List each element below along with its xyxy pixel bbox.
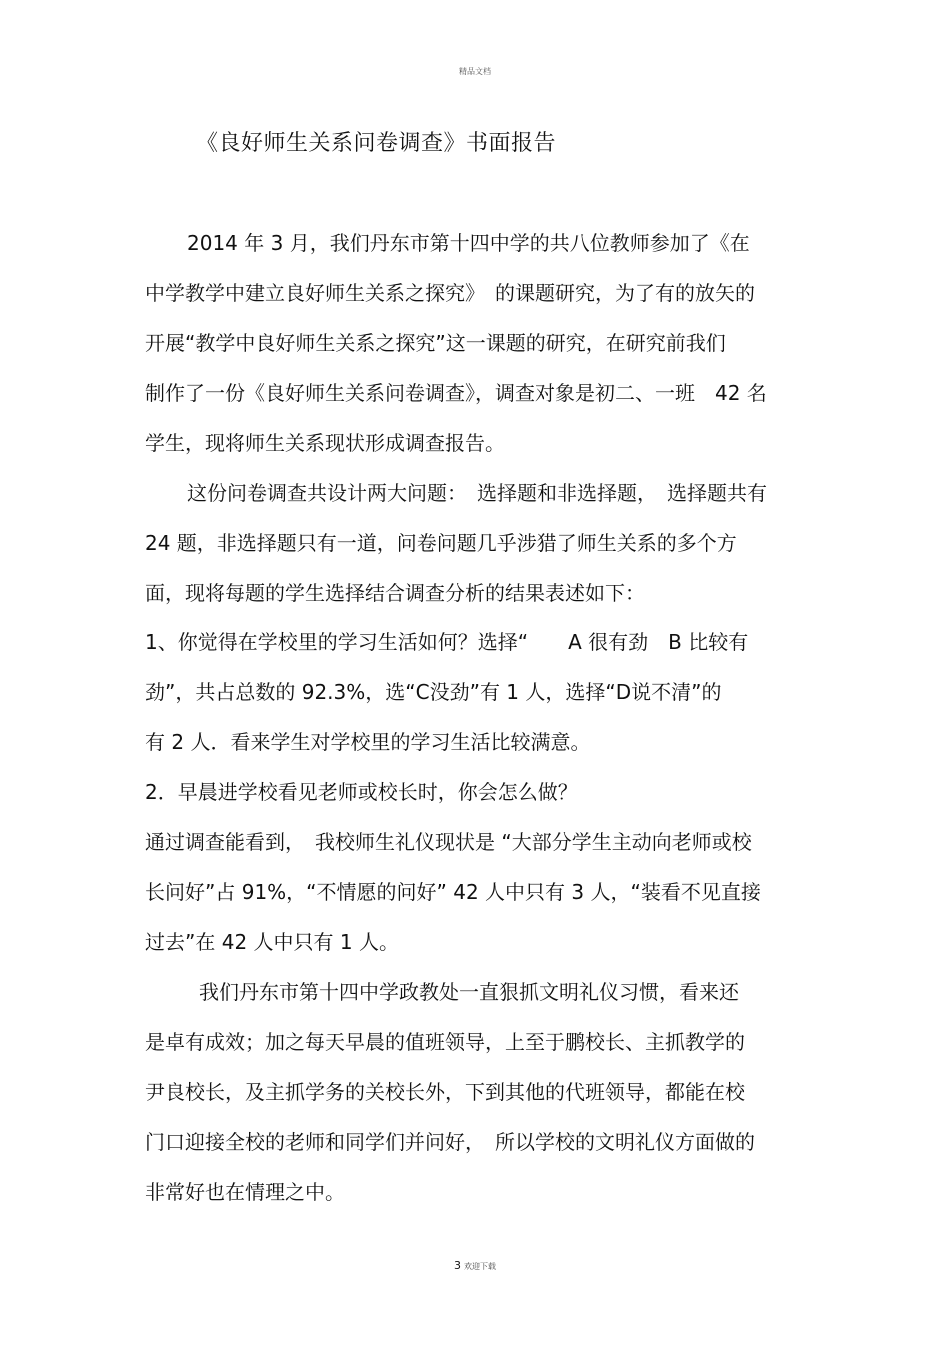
question-1-line: 劲”，共占总数的 92.3%，选“C没劲”有 1 人，选择“D说不清”的 — [145, 680, 722, 704]
body-line: 是卓有成效；加之每天早晨的值班领导，上至于鹏校长、主抓教学的 — [145, 1030, 745, 1054]
body-line: 24 题，非选择题只有一道，问卷问题几乎涉猎了师生关系的多个方 — [145, 531, 737, 555]
body-line: 门口迎接全校的老师和同学们并问好， 所以学校的文明礼仪方面做的 — [145, 1130, 755, 1154]
body-line: 2014 年 3 月，我们丹东市第十四中学的共八位教师参加了《在 — [187, 231, 750, 255]
question-1-line: 有 2 人．看来学生对学校里的学习生活比较满意。 — [145, 730, 591, 754]
page-footer — [0, 1259, 950, 1272]
body-line: 通过调查能看到， 我校师生礼仪现状是 “大部分学生主动向老师或校 — [145, 830, 752, 854]
body-line: 制作了一份《良好师生关系问卷调查》，调查对象是初二、一班 42 名 — [145, 381, 767, 405]
body-line: 中学教学中建立良好师生关系之探究》 的课题研究，为了有的放矢的 — [145, 281, 755, 305]
body-line: 我们丹东市第十四中学政教处一直狠抓文明礼仪习惯，看来还 — [199, 980, 739, 1004]
footer-label: 欢迎下载 — [464, 1262, 496, 1271]
question-2-line: 2．早晨进学校看见老师或校长时，你会怎么做？ — [145, 780, 578, 804]
page-number: 3 — [454, 1259, 461, 1272]
body-line: 尹良校长，及主抓学务的关校长外，下到其他的代班领导，都能在校 — [145, 1080, 745, 1104]
body-line: 过去”在 42 人中只有 1 人。 — [145, 930, 399, 954]
body-line: 面，现将每题的学生选择结合调查分析的结果表述如下： — [145, 581, 645, 605]
body-line: 这份问卷调查共设计两大问题： 选择题和非选择题， 选择题共有 — [187, 481, 767, 505]
document-title: 《良好师生关系问卷调查》书面报告 — [196, 131, 557, 156]
body-line: 非常好也在情理之中。 — [145, 1180, 345, 1204]
body-line: 长问好”占 91%，“不情愿的问好” 42 人中只有 3 人，“装看不见直接 — [145, 880, 761, 904]
body-line: 开展“教学中良好师生关系之探究”这一课题的研究，在研究前我们 — [145, 331, 726, 355]
header-watermark: 精品文档 — [459, 67, 491, 76]
question-1-line: 1、你觉得在学校里的学习生活如何？选择“ A 很有劲 B 比较有 — [145, 630, 749, 654]
body-line: 学生，现将师生关系现状形成调查报告。 — [145, 431, 505, 455]
